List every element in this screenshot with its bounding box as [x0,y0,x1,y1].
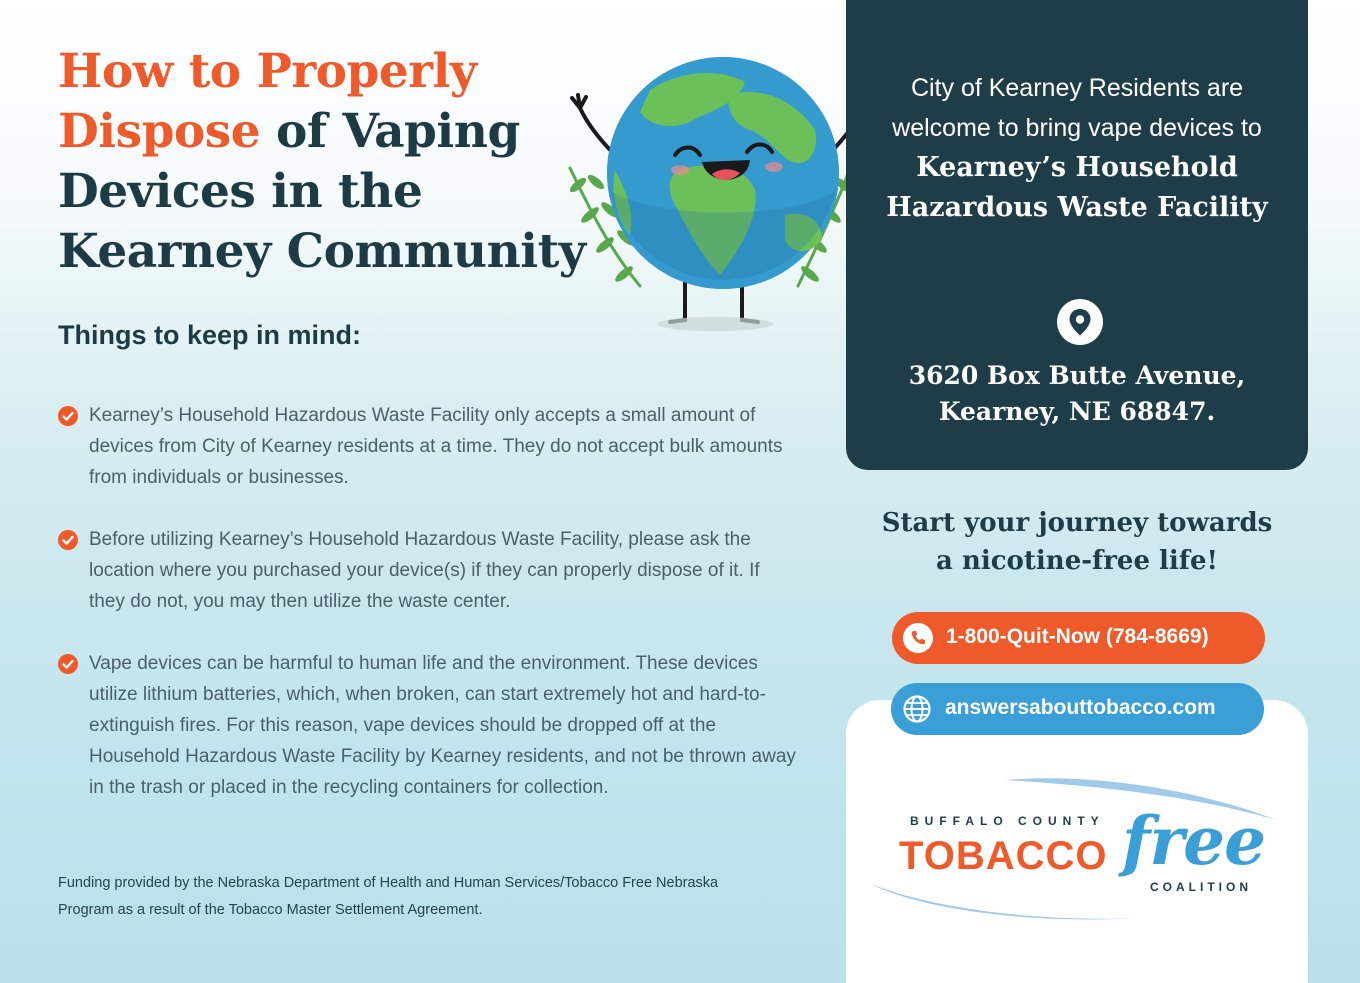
title-line-4: Kearney Community [58,224,586,279]
check-circle-icon [58,406,78,426]
check-circle-icon [58,530,78,550]
title-line-3: Devices in the [58,164,423,219]
journey-line-2: a nicotine-free life! [936,546,1218,576]
facility-name: Kearney’s Household Hazardous Waste Facility [886,152,1268,223]
logo-free: free [1122,802,1266,880]
tip-text: Kearney’s Household Hazardous Waste Facility only accepts a small amount of devices from City of Kearney residents at a time. They do not accept bulk amounts from individuals or businesses. [89,405,783,488]
address-line-2: Kearney, NE 68847. [938,397,1216,426]
title-accent-line-1: How to Properly [58,44,477,99]
funding-note: Funding provided by the Nebraska Department of Health and Human Services/Tobacco Free Nebraska Program as a result of the Tobacco Master Settlement Agreement. [58,875,719,918]
tip-text: Vape devices can be harmful to human life and the environment. These devices utilize lithium batteries, which, when broken, can start extremely hot and hard-to-extinguish fires. For this reason, vape devices should be dropped off at the Household Hazardous Waste Facility by Kearney residents, and not be thrown away in the trash or placed in the recycling containers for collection. [89,653,796,798]
globe-web-icon [902,694,932,724]
website-link-button[interactable] [891,683,1264,735]
map-pin-icon [1056,298,1104,346]
journey-line-1: Start your journey towards [881,508,1273,538]
journey-tagline [846,504,1308,580]
smiling-earth-illustration [560,50,890,340]
check-circle-icon [58,654,78,674]
page-title [58,42,618,282]
section-subheading: Things to keep in mind: [58,320,361,350]
logo-coalition: COALITION [1150,880,1252,894]
phone-number: 1-800-Quit-Now (784-8669) [946,625,1209,648]
tips-list [58,400,798,803]
facility-address [866,358,1288,430]
logo-county: BUFFALO COUNTY [910,814,1105,828]
logo-tobacco: TOBACCO [899,834,1108,878]
website-url: answersabouttobacco.com [945,696,1216,719]
panel-intro-text: City of Kearney Residents are welcome to bring vape devices to [892,74,1262,142]
title-accent-word: Dispose [58,104,261,159]
list-item [58,400,798,493]
coalition-logo [866,772,1286,932]
quitline-phone-button[interactable] [892,612,1265,664]
tip-text: Before utilizing Kearney’s Household Hazardous Waste Facility, please ask the location where you purchased your device(s) if they can properly dispose of it. If they do not, you may then utilize the waste center. [89,529,760,612]
facility-info-panel [846,0,1308,470]
list-item [58,648,798,803]
phone-icon [903,623,933,653]
list-item [58,524,798,617]
address-line-1: 3620 Box Butte Avenue, [908,361,1246,390]
panel-intro [866,68,1288,228]
title-line-2-rest: of Vaping [260,104,520,159]
